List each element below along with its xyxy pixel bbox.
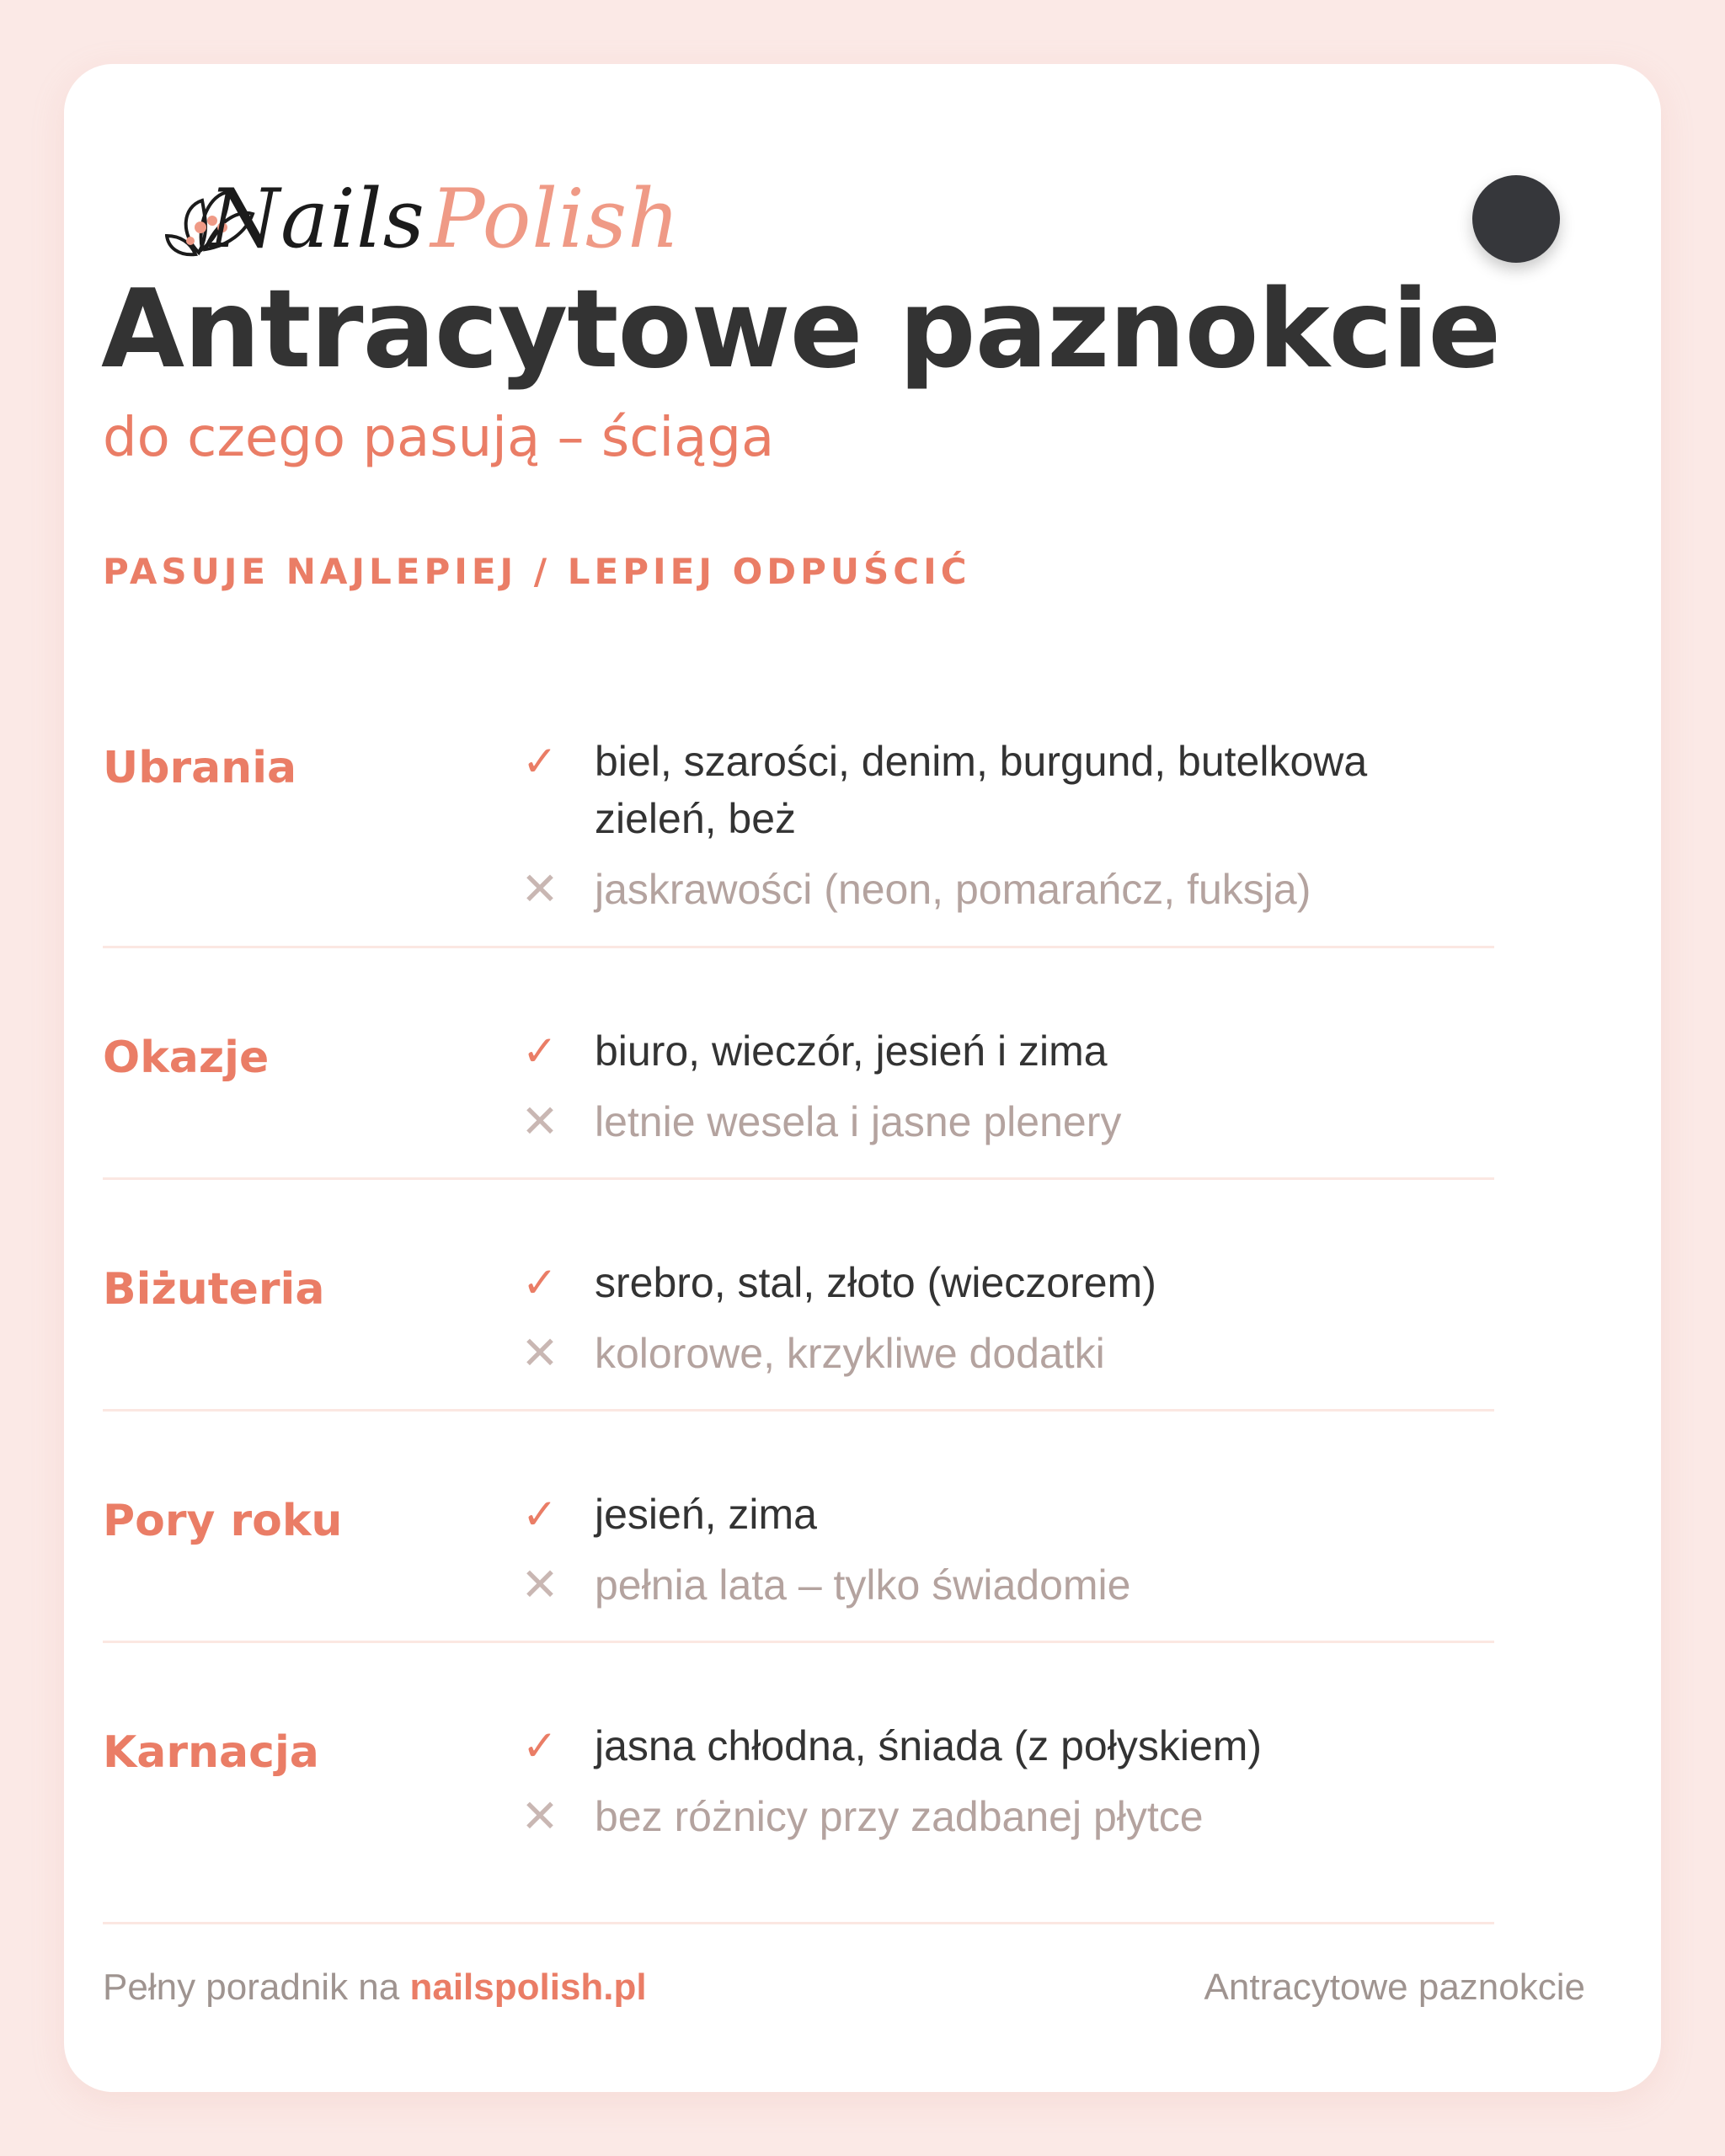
row-divider [103, 946, 1494, 948]
check-icon: ✓ [522, 1721, 558, 1770]
row-category: Ubrania [103, 743, 297, 793]
footer-source [103, 1969, 647, 2006]
positive-text: biel, szarości, denim, burgund, butelkowa zieleń, beż [595, 738, 1368, 842]
check-icon: ✓ [522, 1027, 558, 1075]
logo-wordmark [209, 172, 681, 266]
positive-text: biuro, wieczór, jesień i zima [595, 1027, 1108, 1075]
legend-label: PASUJE NAJLEPIEJ / LEPIEJ ODPUŚCIĆ [103, 551, 971, 592]
row-divider [103, 1177, 1494, 1180]
logo-word-nails: Nails [209, 172, 425, 266]
footer-link[interactable]: nailspolish.pl [409, 1967, 647, 2008]
row-category: Biżuteria [103, 1264, 325, 1315]
anthracite-color-swatch [1472, 175, 1560, 263]
check-icon: ✓ [522, 1258, 558, 1307]
page-subtitle: do czego pasują – ściąga [103, 407, 775, 469]
negative-text: jaskrawości (neon, pomarańcz, fuksja) [595, 866, 1311, 913]
logo-word-polish: Polish [430, 172, 681, 266]
cross-icon: ✕ [521, 1558, 559, 1611]
negative-text: bez różnicy przy zadbanej płytce [595, 1793, 1204, 1840]
positive-text: jesień, zima [595, 1491, 817, 1538]
check-icon: ✓ [522, 737, 558, 786]
footer-divider [103, 1922, 1494, 1924]
cross-icon: ✕ [521, 1326, 559, 1380]
cross-icon: ✕ [521, 862, 559, 915]
positive-text: srebro, stal, złoto (wieczorem) [595, 1259, 1156, 1306]
footer-article-title: Antracytowe paznokcie [1204, 1967, 1585, 2008]
row-divider [103, 1641, 1494, 1643]
positive-text: jasna chłodna, śniada (z połyskiem) [595, 1722, 1263, 1769]
cross-icon: ✕ [521, 1790, 559, 1843]
row-category: Pory roku [103, 1496, 343, 1546]
footer-prefix: Pełny poradnik na [103, 1967, 400, 2008]
negative-text: letnie wesela i jasne plenery [595, 1098, 1122, 1145]
row-divider [103, 1409, 1494, 1412]
row-category: Okazje [103, 1033, 270, 1083]
row-category: Karnacja [103, 1727, 319, 1778]
negative-text: pełnia lata – tylko świadomie [595, 1561, 1131, 1609]
page-title: Antracytowe paznokcie [101, 267, 1501, 392]
cross-icon: ✕ [521, 1095, 559, 1148]
negative-text: kolorowe, krzykliwe dodatki [595, 1330, 1105, 1377]
check-icon: ✓ [522, 1490, 558, 1539]
